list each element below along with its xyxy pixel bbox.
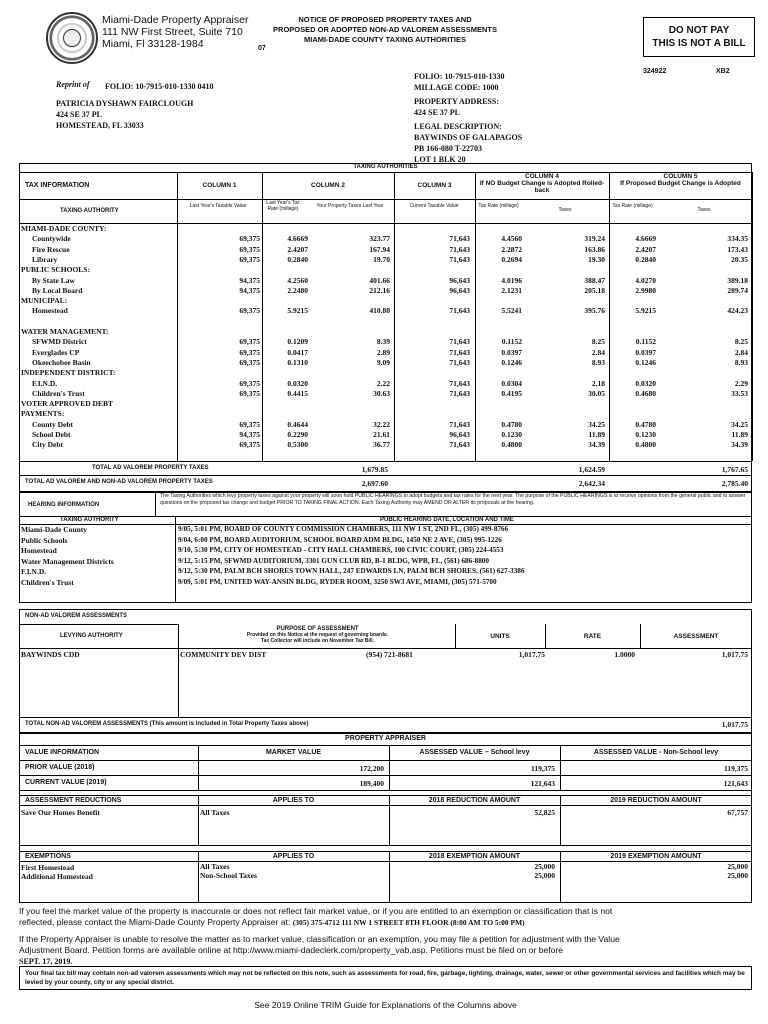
do-not-pay-line2: THIS IS NOT A BILL <box>652 38 746 49</box>
hearing-authority: Public Schools <box>21 535 68 545</box>
hearing-information-label: HEARING INFORMATION <box>28 502 100 508</box>
exemption1-label: First Homestead <box>21 863 75 872</box>
non-ad-valorem-title: NON-AD VALOREM ASSESSMENTS <box>25 613 128 619</box>
taxing-cell-c3: 71,643 <box>449 357 470 367</box>
taxing-cell-c4r: 0.4780 <box>501 419 522 429</box>
taxing-section-title: TAXING AUTHORITIES <box>353 164 418 170</box>
exemption1-2019: 25,000 <box>727 862 748 871</box>
total-non-ad-valorem-value: 1,017.75 <box>721 720 748 729</box>
column4-subtitle: If NO Budget Change is Adopted Rolled-back <box>479 180 605 194</box>
taxing-cell-c5t: 8.93 <box>734 357 748 367</box>
total-ad-valorem-rolled-back: 1,624.59 <box>578 465 605 474</box>
legal-line3: LOT 1 BLK 20 <box>414 155 466 164</box>
assessment-header: ASSESSMENT <box>673 633 719 640</box>
taxing-cell-c5r: 2.4207 <box>635 244 656 254</box>
last-year-rate-header: Last Year's Tax Rate (millage) <box>266 200 300 212</box>
owner-street: 424 SE 37 PL <box>56 110 103 119</box>
taxing-cell-c5t: 389.18 <box>727 275 748 285</box>
taxing-cell-c4r: 2.2872 <box>501 244 522 254</box>
taxing-row-label: Fire Rescue <box>32 244 70 254</box>
column5-subtitle: If Proposed Budget Change is Adopted <box>620 180 741 187</box>
taxing-cell-c5t: 424.23 <box>727 306 748 316</box>
taxing-cell-c5t: 289.74 <box>727 285 748 295</box>
hearing-details: 9/04, 6:00 PM, BOARD AUDITORIUM, SCHOOL BOARD ADM BLDG, 1450 NE 2 AVE, (305) 995-1226 <box>178 535 502 544</box>
property-info-block <box>414 71 522 165</box>
taxing-cell-c5t: 33.53 <box>731 388 748 398</box>
contact-line2-text: reflected, please contact the Miami-Dade County Property Appraiser at: <box>19 917 291 927</box>
property-folio: FOLIO: 10-7915-010-1330 <box>414 72 505 81</box>
taxing-row-label: Countywide <box>32 234 71 244</box>
exemptions-applies-header: APPLIES TO <box>272 853 315 860</box>
taxing-cell-c4r: 5.5241 <box>501 306 522 316</box>
taxing-cell-c3: 71,643 <box>449 388 470 398</box>
purpose-header <box>180 626 455 644</box>
taxing-cell-c1: 69,375 <box>239 254 260 264</box>
taxing-cell-c5r: 0.2840 <box>635 254 656 264</box>
hearing-authority: Water Management Districts <box>21 556 114 566</box>
total-ad-valorem-label: TOTAL AD VALOREM PROPERTY TAXES <box>92 465 209 471</box>
taxing-cell-c4r: 0.4195 <box>501 388 522 398</box>
taxing-cell-c2t: 212.16 <box>369 285 390 295</box>
hearing-details: 9/09, 5:01 PM, UNITED WAY-ANSIN BLDG, RYDER ROOM, 3250 SW3 AVE, MIAMI, (305) 571-5700 <box>178 578 497 586</box>
taxing-row-label: Everglades CP <box>32 347 80 357</box>
contact-line1: If you feel the market value of the property is inaccurate or does not reflect fair market value, or if you are entitled to an exemption or classification that is not <box>19 906 613 916</box>
petition-paragraph <box>19 934 759 967</box>
taxing-cell-c4r: 0.4800 <box>501 440 522 450</box>
notice-title <box>250 15 520 45</box>
exemption2-2018: 25,000 <box>534 871 555 880</box>
taxing-group-label: PAYMENTS: <box>21 409 65 419</box>
taxing-cell-c1: 69,375 <box>239 244 260 254</box>
owner-address-block <box>56 98 193 131</box>
county-seal-logo <box>46 12 98 64</box>
hearing-information-text: The Taxing Authorities which levy property taxes against your property will soon hold PUBLIC HEARINGS to adopt budgets and tax rates for the next year. The purpose of the PUBLIC HEARINGS is to receive opinions from the general public and to answer questions on the proposed tax change and budget PRIOR TO TAKING FINAL ACTION. Each Taxing Authority may AMEND OR ALTER its proposals at the hearing. <box>160 493 746 506</box>
taxing-row-label: SFWMD District <box>32 337 87 347</box>
hearing-details: 9/05, 5:01 PM, BOARD OF COUNTY COMMISSION CHAMBERS, 111 NW 1 ST, 2ND FL, (305) 499-8766 <box>178 525 509 533</box>
taxing-cell-c3: 71,643 <box>449 234 470 244</box>
total-all-last-year: 2,697.60 <box>361 479 388 488</box>
taxing-cell-c1: 69,375 <box>239 388 260 398</box>
taxing-cell-c2t: 2.22 <box>376 378 390 388</box>
hearing-details: 9/12, 5:30 PM, PALM BCH SHORES TOWN HALL, 247 EDWARDS LN, PALM BCH SHORES, (561) 627-3386 <box>178 567 525 576</box>
purpose-value: COMMUNITY DEV DIST <box>180 650 267 659</box>
appraiser-name: Miami-Dade Property Appraiser <box>102 14 249 26</box>
exemption1-2018: 25,000 <box>534 862 555 871</box>
prior-school-value: 119,375 <box>531 764 555 773</box>
taxing-cell-c5t: 2.29 <box>734 378 748 388</box>
taxing-cell-c1: 94,375 <box>239 285 260 295</box>
units-value: 1,017.75 <box>518 650 545 659</box>
reference-number: 324922 <box>643 68 667 75</box>
exemptions-header: EXEMPTIONS <box>25 853 71 860</box>
last-year-taxes-header: Your Property Taxes Last Year <box>316 203 384 209</box>
taxing-cell-c2t: 32.22 <box>373 419 390 429</box>
taxing-cell-c4r: 4.0196 <box>501 275 522 285</box>
taxing-cell-c5r: 0.0397 <box>635 347 656 357</box>
current-taxable-header: Current Taxable Value <box>409 203 459 209</box>
taxing-cell-c2t: 323.77 <box>369 234 390 244</box>
column5-header <box>609 173 752 187</box>
taxing-cell-c1: 69,375 <box>239 347 260 357</box>
assessed-school-header: ASSESSED VALUE – School levy <box>419 749 530 756</box>
taxing-cell-c4t: 34.39 <box>588 440 605 450</box>
current-nonschool-value: 121,643 <box>723 779 748 788</box>
legal-line1: BAYWINDS OF GALAPAGOS <box>414 133 523 142</box>
taxing-cell-c2t: 2.89 <box>376 347 390 357</box>
taxing-cell-c4t: 8.25 <box>591 337 605 347</box>
hearing-details: 9/10, 5:30 PM, CITY OF HOMESTEAD - CITY HALL CHAMBERS, 100 CIVIC COURT, (305) 224-4553 <box>178 546 504 555</box>
taxing-cell-c2r: 0.0320 <box>287 378 308 388</box>
taxing-cell-c4t: 34.25 <box>588 419 605 429</box>
column4-title: COLUMN 4 <box>525 173 559 180</box>
prior-value-label: PRIOR VALUE (2018) <box>25 764 95 771</box>
taxing-cell-c5r: 0.1152 <box>635 337 656 347</box>
assessment-value: 1,017.75 <box>721 650 748 659</box>
taxing-cell-c2r: 4.2560 <box>287 275 308 285</box>
total-all-proposed: 2,785.40 <box>721 479 748 488</box>
reprint-label: Reprint of <box>56 80 90 89</box>
taxing-cell-c4t: 8.93 <box>591 357 605 367</box>
rate-value: 1.0000 <box>614 650 635 659</box>
column3-header: COLUMN 3 <box>417 182 452 189</box>
taxing-cell-c5t: 34.39 <box>731 440 748 450</box>
millage-code: MILLAGE CODE: 1000 <box>414 83 499 92</box>
owner-folio: FOLIO: 10-7915-010-1330 0410 <box>105 82 214 91</box>
property-address: 424 SE 37 PL <box>414 108 461 117</box>
taxing-cell-c2t: 21.61 <box>373 430 390 439</box>
taxing-cell-c3: 96,643 <box>449 285 470 295</box>
taxing-cell-c2r: 0.1209 <box>287 337 308 347</box>
petition-line1: If the Property Appraiser is unable to resolve the matter as to market value, classification or an exemption, you may file a petition for adjustment with the Value <box>19 934 620 944</box>
appraiser-address-line2: Miami, Fl 33128-1984 <box>102 38 204 50</box>
property-appraiser-title: PROPERTY APPRAISER <box>345 735 426 742</box>
taxing-cell-c4r: 0.0397 <box>501 347 522 357</box>
notice-title-line3: MIAMI-DADE COUNTY TAXING AUTHORITIES <box>304 35 466 44</box>
taxing-cell-c2t: 30.63 <box>373 388 390 398</box>
taxing-cell-c5t: 2.84 <box>734 347 748 357</box>
taxing-cell-c3: 71,643 <box>449 440 470 450</box>
taxing-cell-c5t: 34.25 <box>731 419 748 429</box>
taxing-cell-c5r: 0.4800 <box>635 440 656 450</box>
total-non-ad-valorem-label: TOTAL NON-AD VALOREM ASSESSMENTS (This amount is included in Total Property Taxes above) <box>25 721 309 727</box>
rate-header: RATE <box>583 633 602 640</box>
taxing-cell-c2r: 2.4207 <box>287 244 308 254</box>
exemption1-applies: All Taxes <box>200 862 230 871</box>
taxing-cell-c1: 69,375 <box>239 306 260 316</box>
taxing-cell-c1: 69,375 <box>239 337 260 347</box>
petition-line2: Adjustment Board. Petition forms are available online at http://www.miami-dadeclerk.com/property_vab.asp. Petitions must be filed on or before <box>19 945 564 955</box>
taxing-cell-c4t: 30.05 <box>588 388 605 398</box>
reduction-2018-header: 2018 REDUCTION AMOUNT <box>428 797 521 804</box>
taxing-cell-c2r: 0.0417 <box>287 347 308 357</box>
taxing-cell-c5t: 334.35 <box>727 234 748 244</box>
total-ad-valorem-last-year: 1,679.85 <box>361 465 388 474</box>
exemption2-applies: Non-School Taxes <box>200 871 257 880</box>
taxing-cell-c4r: 4.4560 <box>501 234 522 244</box>
taxing-cell-c3: 71,643 <box>449 347 470 357</box>
taxing-group-label: VOTER APPROVED DEBT <box>21 399 113 409</box>
taxing-cell-c5r: 0.4780 <box>635 419 656 429</box>
taxing-cell-c2r: 0.4644 <box>287 419 308 429</box>
taxing-cell-c5r: 2.9980 <box>635 285 656 295</box>
taxing-cell-c4t: 319.24 <box>584 234 605 244</box>
column4-header <box>475 173 609 194</box>
taxing-cell-c1: 94,375 <box>239 430 260 439</box>
reduction-applies: All Taxes <box>200 808 230 817</box>
taxing-cell-c2t: 410.80 <box>369 306 390 316</box>
exemption-2019-header: 2019 EXEMPTION AMOUNT <box>610 853 702 860</box>
appraiser-contact-paragraph <box>19 906 759 928</box>
taxing-cell-c4r: 0.1152 <box>501 337 522 347</box>
taxing-cell-c2r: 4.6669 <box>287 234 308 244</box>
taxing-cell-c4r: 0.2694 <box>501 254 522 264</box>
column1-header: COLUMN 1 <box>202 182 237 189</box>
petition-deadline: SEPT. 17, 2019. <box>19 957 73 966</box>
taxing-cell-c3: 71,643 <box>449 306 470 316</box>
tax-information-header: TAX INFORMATION <box>25 182 90 189</box>
taxing-cell-c3: 71,643 <box>449 254 470 264</box>
notice-title-line1: NOTICE OF PROPOSED PROPERTY TAXES AND <box>298 15 472 24</box>
taxing-cell-c4r: 0.1230 <box>501 430 522 439</box>
assessed-nonschool-header: ASSESSED VALUE - Non-School levy <box>593 749 719 756</box>
hearing-authority-header: TAXING AUTHORITY <box>60 517 119 523</box>
taxing-cell-c2r: 0.2290 <box>287 430 308 439</box>
taxing-cell-c2r: 0.5300 <box>287 440 308 450</box>
do-not-pay-line1: DO NOT PAY <box>668 25 730 36</box>
property-address-label: PROPERTY ADDRESS: <box>414 97 499 106</box>
taxing-cell-c2t: 401.66 <box>369 275 390 285</box>
taxing-cell-c1: 69,375 <box>239 357 260 367</box>
column5-title: COLUMN 5 <box>663 173 698 180</box>
taxing-cell-c2r: 0.2840 <box>287 254 308 264</box>
taxing-cell-c5t: 20.35 <box>731 254 748 264</box>
taxing-row-label: Children's Trust <box>32 388 85 398</box>
taxing-cell-c4t: 395.76 <box>584 306 605 316</box>
owner-city: HOMESTEAD, FL 33033 <box>56 121 144 130</box>
current-market-value: 189,400 <box>359 779 384 788</box>
taxing-cell-c1: 69,375 <box>239 234 260 244</box>
hearing-authority: Homestead <box>21 546 57 556</box>
final-bill-note: Your final tax bill may contain non-ad valorem assessments which may not be reflected on this note, such as assessments for road, fire, garbage, lighting, drainage, water, sewer or other governmental services and facilities which may be levied by your county, city or any special district. <box>19 966 752 990</box>
taxing-cell-c5t: 173.43 <box>727 244 748 254</box>
prior-market-value: 172,200 <box>359 764 384 773</box>
hearing-authority: Children's Trust <box>21 578 74 587</box>
taxing-cell-c1: 94,375 <box>239 275 260 285</box>
hearing-date-header: PUBLIC HEARING DATE, LOCATION AND TIME <box>380 517 514 523</box>
units-header: UNITS <box>490 633 510 640</box>
purpose-phone: (954) 721-8681 <box>366 650 413 659</box>
taxing-cell-c4t: 163.86 <box>584 244 605 254</box>
appraiser-address-block <box>102 14 248 50</box>
current-school-value: 121,643 <box>530 779 555 788</box>
taxing-cell-c4t: 388.47 <box>584 275 605 285</box>
taxing-cell-c4r: 2.1231 <box>501 285 522 295</box>
taxing-row-label: School Debt <box>32 430 71 439</box>
taxing-row-label: By Local Board <box>32 285 83 295</box>
prior-nonschool-value: 119,375 <box>724 764 748 773</box>
col4-rate-header: Tax Rate (millage) <box>478 203 519 209</box>
taxing-row-label: City Debt <box>32 440 64 450</box>
total-all-rolled-back: 2,642.34 <box>578 479 605 488</box>
taxing-cell-c5t: 11.89 <box>731 430 748 439</box>
purpose-header-line2: Provided on this Notice at the request of governing boards. <box>246 632 389 638</box>
exemption2-label: Additional Homestead <box>21 872 93 881</box>
purpose-header-line1: PURPOSE OF ASSESSMENT <box>276 626 359 632</box>
taxing-cell-c4r: 0.1246 <box>501 357 522 367</box>
taxing-cell-c5r: 4.0270 <box>635 275 656 285</box>
taxing-cell-c5t: 8.25 <box>734 337 748 347</box>
taxing-cell-c4t: 2.84 <box>591 347 605 357</box>
market-value-header: MARKET VALUE <box>265 749 322 756</box>
exemption2-2019: 25,000 <box>727 871 748 880</box>
total-all-taxes-label: TOTAL AD VALOREM AND NON-AD VALOREM PROPERTY TAXES <box>25 479 213 485</box>
taxing-cell-c1: 69,375 <box>239 440 260 450</box>
hearing-details: 9/12, 5:15 PM, SFWMD AUDITORIUM, 3301 GUN CLUB RD, B-1 BLDG, WPB, FL, (561) 686-8800 <box>178 556 489 565</box>
legal-line2: PB 166-080 T-22703 <box>414 144 483 153</box>
hearing-authority: Miami-Dade County <box>21 525 88 534</box>
taxing-row-label: Okeechobee Basin <box>32 357 91 367</box>
taxing-group-label: WATER MANAGEMENT: <box>21 327 109 336</box>
taxing-row-label: Homestead <box>32 306 68 316</box>
notice-title-line2: PROPOSED OR ADOPTED NON-AD VALOREM ASSESSMENTS <box>273 25 497 34</box>
taxing-cell-c2t: 9.09 <box>376 357 390 367</box>
taxing-cell-c5r: 0.1246 <box>635 357 656 367</box>
reduction-2019-value: 67,757 <box>727 808 748 817</box>
taxing-cell-c2t: 8.39 <box>376 337 390 347</box>
col4-taxes-header: Taxes <box>558 207 572 213</box>
taxing-cell-c5r: 0.1230 <box>635 430 656 439</box>
legal-description-label: LEGAL DESCRIPTION: <box>414 122 502 131</box>
appraiser-address-line1: 111 NW First Street, Suite 710 <box>102 26 243 38</box>
taxing-cell-c3: 71,643 <box>449 337 470 347</box>
do-not-pay-box <box>643 17 755 57</box>
reduction-2019-header: 2019 REDUCTION AMOUNT <box>610 797 702 804</box>
taxing-cell-c5r: 0.4680 <box>635 388 656 398</box>
taxing-group-label: PUBLIC SCHOOLS: <box>21 265 90 275</box>
trim-guide-note: See 2019 Online TRIM Guide for Explanations of the Columns above <box>254 1000 517 1010</box>
taxing-cell-c2r: 5.9215 <box>287 306 308 316</box>
reduction-2018-value: 52,825 <box>534 808 555 817</box>
taxing-cell-c2r: 0.1310 <box>287 357 308 367</box>
taxing-cell-c4t: 19.30 <box>588 254 605 264</box>
taxing-cell-c3: 71,643 <box>449 419 470 429</box>
taxing-cell-c3: 96,643 <box>449 430 470 439</box>
reduction-label: Save Our Homes Benefit <box>21 808 100 817</box>
district-code: 07 <box>258 45 266 52</box>
taxing-cell-c3: 96,643 <box>449 275 470 285</box>
taxing-cell-c4t: 2.18 <box>591 378 605 388</box>
taxing-group-label: MUNICIPAL: <box>21 296 68 306</box>
taxing-cell-c2r: 2.2480 <box>287 285 308 295</box>
taxing-cell-c5r: 5.9215 <box>635 306 656 316</box>
taxing-group-label: INDEPENDENT DISTRICT: <box>21 368 116 378</box>
taxing-cell-c1: 69,375 <box>239 378 260 388</box>
taxing-group-label: MIAMI-DADE COUNTY: <box>21 224 107 233</box>
last-year-taxable-header: Last Year's Taxable Value <box>189 203 247 209</box>
current-value-label: CURRENT VALUE (2019) <box>25 779 107 786</box>
reference-code: XB2 <box>716 68 730 75</box>
taxing-cell-c4t: 11.89 <box>588 430 605 439</box>
taxing-cell-c5r: 0.0320 <box>635 378 656 388</box>
taxing-cell-c3: 71,643 <box>449 378 470 388</box>
taxing-row-label: By State Law <box>32 275 75 285</box>
contact-line2 <box>19 917 759 928</box>
contact-phone-address: (305) 375-4712 111 NW 1 STREET 8TH FLOOR (8:00 AM TO 5:00 PM) <box>292 918 525 927</box>
taxing-cell-c2t: 36.77 <box>373 440 390 450</box>
column2-header: COLUMN 2 <box>311 182 345 189</box>
taxing-row-label: F.I.N.D. <box>32 378 58 388</box>
owner-name: PATRICIA DYSHAWN FAIRCLOUGH <box>56 99 194 108</box>
total-ad-valorem-proposed: 1,767.65 <box>721 465 748 474</box>
taxing-cell-c1: 69,375 <box>239 419 260 429</box>
exemption-2018-header: 2018 EXEMPTION AMOUNT <box>428 853 521 860</box>
assessment-reductions-header: ASSESSMENT REDUCTIONS <box>25 797 122 804</box>
value-information-header: VALUE INFORMATION <box>25 749 100 756</box>
taxing-row-label: Library <box>32 254 58 264</box>
col5-rate-header: Tax Rate (millage) <box>612 203 653 209</box>
taxing-cell-c5r: 4.6669 <box>635 234 656 244</box>
taxing-cell-c3: 71,643 <box>449 244 470 254</box>
taxing-cell-c2t: 167.94 <box>369 244 390 254</box>
taxing-cell-c4t: 205.18 <box>584 285 605 295</box>
levying-authority-value: BAYWINDS CDD <box>21 650 80 659</box>
taxing-row-label: County Debt <box>32 419 74 429</box>
hearing-authority: F.I.N.D. <box>21 567 47 577</box>
col5-taxes-header: Taxes <box>697 207 711 213</box>
taxing-cell-c2r: 0.4415 <box>287 388 308 398</box>
reductions-applies-header: APPLIES TO <box>272 797 315 804</box>
taxing-cell-c2t: 19.70 <box>373 254 390 264</box>
taxing-cell-c4r: 0.0304 <box>501 378 522 388</box>
purpose-header-line3: Tax Collector will include on November Tax Bill. <box>260 638 375 644</box>
levying-authority-header: LEVYING AUTHORITY <box>60 633 123 639</box>
taxing-authority-header: TAXING AUTHORITY <box>60 208 119 214</box>
